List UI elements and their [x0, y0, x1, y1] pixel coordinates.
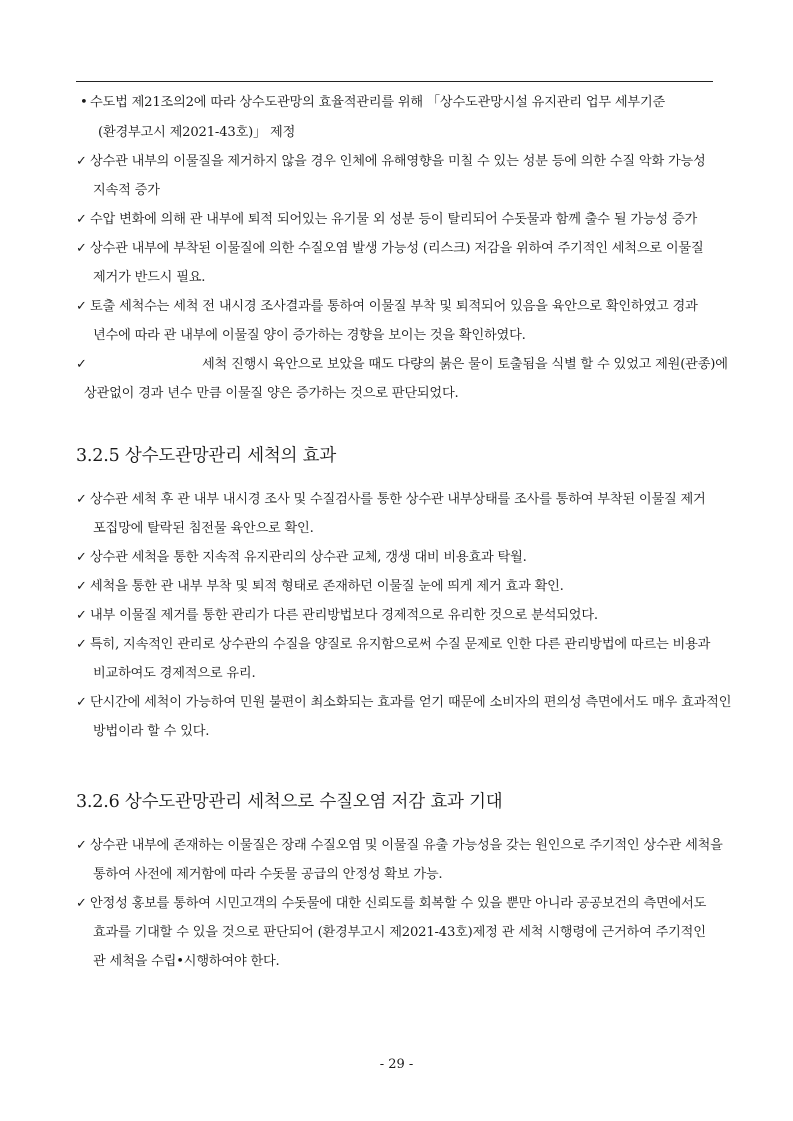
check-item-5: ✓ 세척 진행시 육안으로 보았을 때도 다량의 붉은 물이 토출됨을 식별 할 수 있었고 제원(관종)에: [76, 355, 724, 375]
check-icon: ✓: [76, 357, 87, 372]
check-item-4: ✓ 토출 세척수는 세척 전 내시경 조사결과를 통하여 이물질 부착 및 퇴적되어 있음을 육안으로 확인하였고 경과: [76, 297, 724, 317]
s325-item-5: ✓ 특히, 지속적인 관리로 상수관의 수질을 양질로 유지함으로써 수질 문제로 인한 다른 관리방법에 따르는 비용과: [76, 635, 724, 655]
check-icon: ✓: [76, 550, 87, 565]
check-item-3: ✓ 상수관 내부에 부착된 이물질에 의한 수질오염 발생 가능성 (리스크) 저감을 위하여 주기적인 세척으로 이물질: [76, 239, 724, 259]
intro-bullet-line1: [76, 93, 724, 113]
s325-item-6-cont: 방법이라 할 수 있다.: [93, 724, 210, 739]
check-icon: ✓: [76, 212, 87, 227]
s326-item-2-cont: 효과를 기대할 수 있을 것으로 판단되어 (환경부고시 제2021-43호)제정 관 세척 시행령에 근거하여 주기적인: [93, 925, 706, 940]
section-heading-325: 3.2.5 상수도관망관리 세척의 효과: [76, 446, 337, 466]
s325-item-6: ✓ 단시간에 세척이 가능하여 민원 불편이 최소화되는 효과를 얻기 때문에 소비자의 편의성 측면에서도 매우 효과적인: [76, 693, 724, 713]
check-item-3-cont: 제거가 반드시 필요.: [93, 270, 206, 285]
s325-item-1-cont: 포집망에 탈락된 침전물 육안으로 확인.: [93, 521, 314, 536]
header-rule: [76, 81, 713, 82]
check-icon: ✓: [76, 838, 87, 853]
check-icon: ✓: [76, 896, 87, 911]
s326-item-1-cont: 통하여 사전에 제거함에 따라 수돗물 공급의 안정성 확보 가능.: [93, 867, 443, 882]
check-icon: ✓: [76, 492, 87, 507]
s325-item-3: ✓ 세척을 통한 관 내부 부착 및 퇴적 형태로 존재하던 이물질 눈에 띄게 제거 효과 확인.: [76, 577, 724, 597]
check-item-2: ✓ 수압 변화에 의해 관 내부에 퇴적 되어있는 유기물 외 성분 등이 탈리되어 수돗물과 함께 출수 될 가능성 증가: [76, 210, 724, 230]
check-icon: ✓: [76, 154, 87, 169]
page-number: - 29 -: [379, 1057, 414, 1072]
s325-item-4: ✓ 내부 이물질 제거를 통한 관리가 다른 관리방법보다 경제적으로 유리한 것으로 분석되었다.: [76, 606, 724, 626]
s325-item-2: ✓ 상수관 세척을 통한 지속적 유지관리의 상수관 교체, 갱생 대비 비용효과 탁월.: [76, 548, 724, 568]
check-item-1: ✓ 상수관 내부의 이물질을 제거하지 않을 경우 인체에 유해영향을 미칠 수 있는 성분 등에 의한 수질 악화 가능성: [76, 152, 724, 172]
s326-item-2-cont2: 관 세척을 수립•시행하여야 한다.: [93, 954, 280, 969]
section-heading-326: 3.2.6 상수도관망관리 세척으로 수질오염 저감 효과 기대: [76, 792, 503, 812]
check-icon: ✓: [76, 608, 87, 623]
check-item-5-cont: 상관없이 경과 년수 만큼 이물질 양은 증가하는 것으로 판단되었다.: [84, 386, 459, 401]
check-icon: ✓: [76, 241, 87, 256]
s326-item-1: ✓ 상수관 내부에 존재하는 이물질은 장래 수질오염 및 이물질 유출 가능성을 갖는 원인으로 주기적인 상수관 세척을: [76, 836, 724, 856]
check-item-1-cont: 지속적 증가: [93, 183, 160, 198]
s326-item-2: ✓ 안정성 홍보를 통하여 시민고객의 수돗물에 대한 신뢰도를 회복할 수 있을 뿐만 아니라 공공보건의 측면에서도: [76, 894, 724, 914]
check-icon: ✓: [76, 637, 87, 652]
s325-item-5-cont: 비교하여도 경제적으로 유리.: [93, 666, 256, 681]
s325-item-1: ✓ 상수관 세척 후 관 내부 내시경 조사 및 수질검사를 통한 상수관 내부상태를 조사를 통하여 부착된 이물질 제거: [76, 490, 724, 510]
intro-bullet-line2: (환경부고시 제2021-43호)」 제정: [98, 125, 296, 140]
bullet-icon: •: [80, 95, 88, 110]
check-item-4-cont: 년수에 따라 관 내부에 이물질 양이 증가하는 경향을 보이는 것을 확인하였다.: [93, 328, 526, 343]
check-icon: ✓: [76, 695, 87, 710]
check-icon: ✓: [76, 299, 87, 314]
intro-text-1: 수도법 제21조의2에 따라 상수도관망의 효율적관리를 위해 「상수도관망시설 유지관리 업무 세부기준: [90, 95, 666, 110]
check-icon: ✓: [76, 579, 87, 594]
